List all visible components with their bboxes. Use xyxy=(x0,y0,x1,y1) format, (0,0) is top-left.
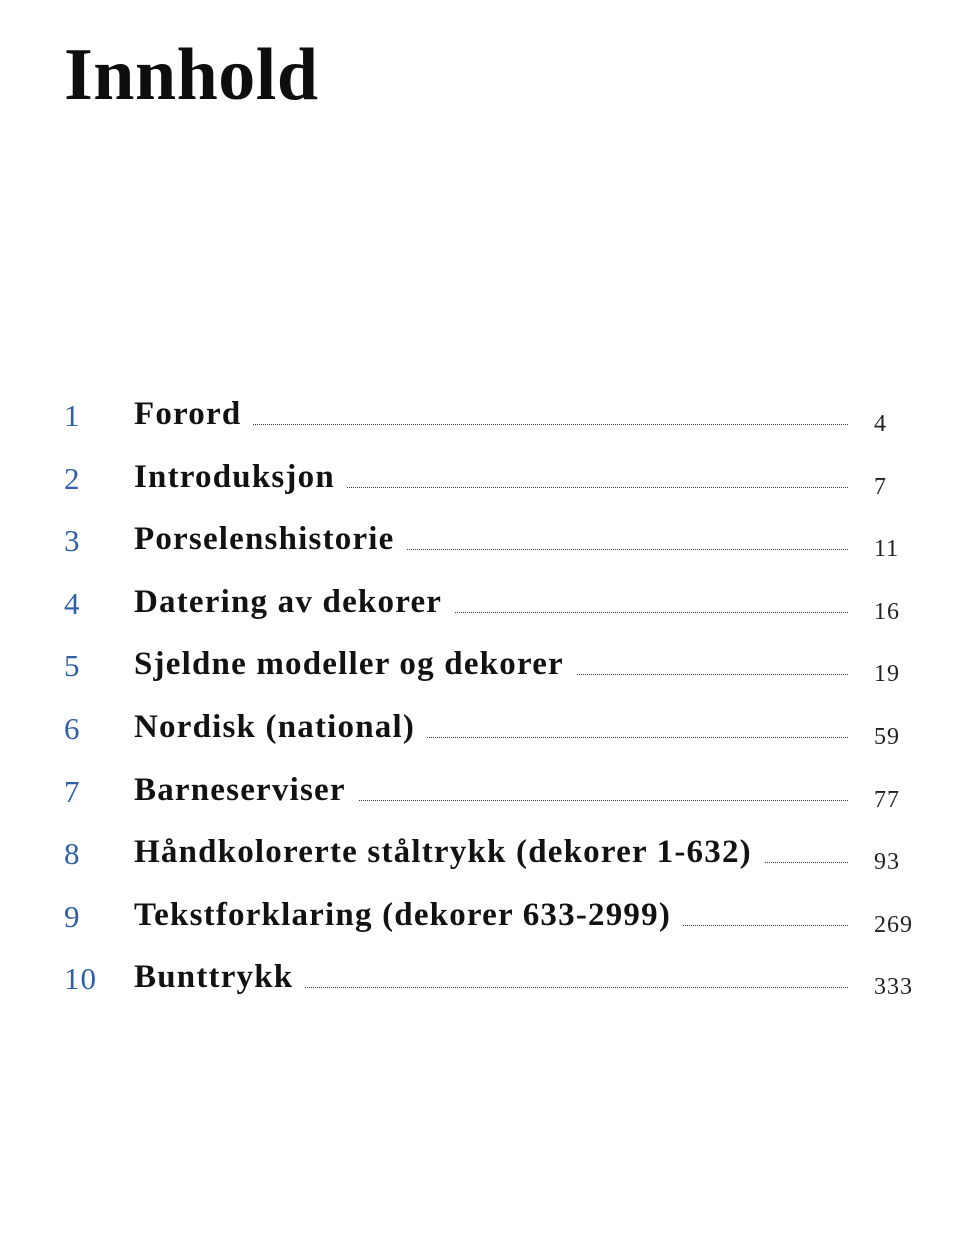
page-number: 93 xyxy=(874,849,900,876)
chapter-number: 9 xyxy=(64,898,81,934)
toc-entry[interactable] xyxy=(0,584,960,647)
page-number: 333 xyxy=(874,974,913,1001)
toc-entry[interactable] xyxy=(0,459,960,522)
chapter-title: Forord xyxy=(134,398,253,431)
chapter-title: Porselenshistorie xyxy=(134,523,407,556)
toc-entry[interactable] xyxy=(0,709,960,772)
page-number: 59 xyxy=(874,723,900,750)
chapter-title: Bunttrykk xyxy=(134,961,305,994)
chapter-title: Nordisk (national) xyxy=(134,711,427,744)
page-number: 16 xyxy=(874,598,900,625)
toc-entry[interactable] xyxy=(0,396,960,459)
chapter-title: Sjeldne modeller og dekorer xyxy=(134,648,576,681)
chapter-title: Introduksjon xyxy=(134,461,347,494)
toc-entry[interactable] xyxy=(0,772,960,835)
chapter-number: 1 xyxy=(64,398,81,433)
page-number: 11 xyxy=(874,536,900,563)
chapter-number: 2 xyxy=(64,460,81,496)
chapter-title: Barneserviser xyxy=(134,774,358,807)
chapter-number: 8 xyxy=(64,836,81,872)
chapter-title: Datering av dekorer xyxy=(134,586,454,619)
toc-entry[interactable] xyxy=(0,897,960,960)
chapter-number: 5 xyxy=(64,648,81,684)
chapter-number: 10 xyxy=(64,961,97,997)
toc-entry[interactable] xyxy=(0,646,960,709)
page-number: 77 xyxy=(874,786,900,813)
toc-entry[interactable] xyxy=(0,521,960,584)
chapter-title: Håndkolorerte ståltrykk (dekorer 1-632) xyxy=(134,836,764,869)
toc-entry[interactable] xyxy=(0,959,960,1022)
page-number: 269 xyxy=(874,911,913,938)
chapter-number: 6 xyxy=(64,710,81,746)
toc-entry[interactable] xyxy=(0,834,960,897)
page-number: 4 xyxy=(874,411,887,437)
chapter-number: 4 xyxy=(64,585,81,621)
page-number: 7 xyxy=(874,473,887,500)
page-title: Innhold xyxy=(64,34,319,116)
chapter-number: 7 xyxy=(64,773,81,809)
page-number: 19 xyxy=(874,661,900,688)
table-of-contents xyxy=(0,396,960,1022)
chapter-title: Tekstforklaring (dekorer 633-2999) xyxy=(134,899,683,932)
chapter-number: 3 xyxy=(64,523,81,559)
